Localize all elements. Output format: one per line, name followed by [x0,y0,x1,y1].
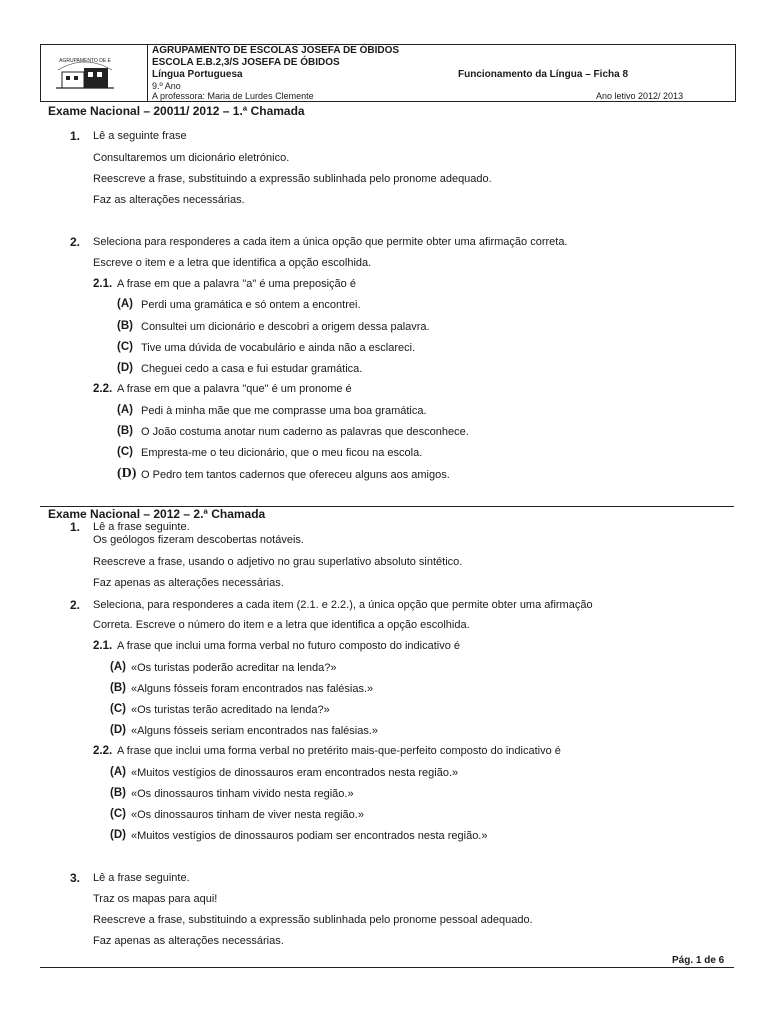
s2-q2-2-label-a: (A) [110,766,126,778]
s1-q2-1-label-b: (B) [117,320,133,332]
s1-q1-line1: Lê a seguinte frase [93,130,187,142]
section2-title: Exame Nacional – 2012 – 2.ª Chamada [48,507,266,521]
s1-q2-1-label-c: (C) [117,341,133,353]
s1-q2-2-label-a: (A) [117,404,133,416]
header-grade: 9.º Ano [152,81,181,91]
s1-q2-line1: Seleciona para responderes a cada item a única opção que permite obter uma afirmação correta. [93,236,568,248]
header-subject: Língua Portuguesa [152,69,243,80]
footer-rule [40,967,734,968]
s1-q2-1-option-d: Cheguei cedo a casa e fui estudar gramática. [141,363,363,375]
s2-q3-line1: Lê a frase seguinte. [93,872,190,884]
s2-q2-number: 2. [70,598,81,612]
s2-q2-1-option-c: «Os turistas terão acreditado na lenda?» [131,704,330,716]
header-school-name: ESCOLA E.B.2,3/S JOSEFA DE ÓBIDOS [152,57,340,68]
s1-q1-line4: Faz as alterações necessárias. [93,194,245,206]
s2-q3-line4: Faz apenas as alterações necessárias. [93,935,284,947]
s1-q2-2-label-c: (C) [117,446,133,458]
s2-q1-sentence: Os geólogos fizeram descobertas notáveis. [93,534,304,546]
s2-q2-2-label-c: (C) [110,808,126,820]
s1-q2-2-label-d: (D) [117,466,137,481]
s1-q2-line2: Escreve o item e a letra que identifica a opção escolhida. [93,257,372,269]
page-number: Pág. 1 de 6 [672,955,725,966]
s2-q2-1-prompt: A frase que inclui uma forma verbal no futuro composto do indicativo é [117,640,461,652]
s1-q2-number: 2. [70,235,81,249]
section1-title: Exame Nacional – 20011/ 2012 – 1.ª Chamada [48,104,305,118]
s2-q2-2-option-a: «Muitos vestígios de dinossauros eram encontrados nesta região.» [131,767,459,779]
s2-q2-2-option-b: «Os dinossauros tinham vivido nesta região.» [131,788,354,800]
s2-q3-number: 3. [70,871,81,885]
s2-q2-2-prompt: A frase que inclui uma forma verbal no pretérito mais-que-perfeito composto do indicativo é [117,745,561,757]
header-divider [147,44,148,101]
s2-q3-line3: Reescreve a frase, substituindo a expressão sublinhada pelo pronome pessoal adequado. [93,914,533,926]
s2-q2-1-option-d: «Alguns fósseis seriam encontrados nas falésias.» [131,725,379,737]
s2-q2-1-label-a: (A) [110,661,126,673]
s1-q2-2-option-a: Pedi à minha mãe que me comprasse uma boa gramática. [141,405,427,417]
s1-q2-2-option-d: O Pedro tem tantos cadernos que ofereceu alguns aos amigos. [141,469,450,481]
header-teacher: A professora: Maria de Lurdes Clemente [152,91,314,101]
s1-q2-1-label-d: (D) [117,362,133,374]
s2-q2-2-number: 2.2. [93,745,113,757]
s2-q2-1-option-b: «Alguns fósseis foram encontrados nas falésias.» [131,683,374,695]
s2-q2-1-label-b: (B) [110,682,126,694]
s2-q2-2-label-d: (D) [110,829,126,841]
s2-q2-2-option-d: «Muitos vestígios de dinossauros podiam ser encontrados nesta região.» [131,830,488,842]
s1-q2-1-option-c: Tive uma dúvida de vocabulário e ainda não a esclareci. [141,342,416,354]
s1-q2-2-prompt: A frase em que a palavra "que" é um pronome é [117,383,352,395]
s1-q2-2-option-b: O João costuma anotar num caderno as palavras que desconhece. [141,426,469,438]
s2-q2-line2: Correta. Escreve o número do item e a letra que identifica a opção escolhida. [93,619,470,631]
s2-q1-line4: Faz apenas as alterações necessárias. [93,577,284,589]
s1-q2-1-option-a: Perdi uma gramática e só ontem a encontrei. [141,299,361,311]
s1-q1-number: 1. [70,129,81,143]
header-school-year: Ano letivo 2012/ 2013 [596,91,684,101]
header-worksheet: Funcionamento da Língua – Ficha 8 [458,69,629,80]
s1-q2-1-option-b: Consultei um dicionário e descobri a origem dessa palavra. [141,321,430,333]
s2-q2-1-label-c: (C) [110,703,126,715]
s1-q2-2-option-c: Empresta-me o teu dicionário, que o meu ficou na escola. [141,447,423,459]
s2-q2-1-option-a: «Os turistas poderão acreditar na lenda?» [131,662,337,674]
s1-q2-1-prompt: A frase em que a palavra "a" é uma preposição é [117,278,356,290]
logo-text: AGRUPAMENTO DE E [59,58,111,64]
s2-q1-line3: Reescreve a frase, usando o adjetivo no grau superlativo absoluto sintético. [93,556,463,568]
s2-q1-number: 1. [70,520,81,534]
s1-q2-1-label-a: (A) [117,298,133,310]
s1-q1-line3: Reescreve a frase, substituindo a expressão sublinhada pelo pronome adequado. [93,173,492,185]
s1-q1-sentence: Consultaremos um dicionário eletrónico. [93,152,290,164]
school-logo [48,50,122,94]
s1-q2-1-number: 2.1. [93,278,113,290]
s2-q2-1-label-d: (D) [110,724,126,736]
s1-q2-2-number: 2.2. [93,383,113,395]
header-school-group: AGRUPAMENTO DE ESCOLAS JOSEFA DE ÓBIDOS [152,45,400,56]
s1-q2-2-label-b: (B) [117,425,133,437]
s2-q2-1-number: 2.1. [93,640,113,652]
s2-q2-2-option-c: «Os dinossauros tinham de viver nesta região.» [131,809,364,821]
s2-q2-line1: Seleciona, para responderes a cada item (2.1. e 2.2.), a única opção que permite obter uma afirmação [93,599,593,611]
s2-q3-sentence: Traz os mapas para aqui! [93,893,218,905]
s2-q1-line1: Lê a frase seguinte. [93,521,190,533]
s2-q2-2-label-b: (B) [110,787,126,799]
